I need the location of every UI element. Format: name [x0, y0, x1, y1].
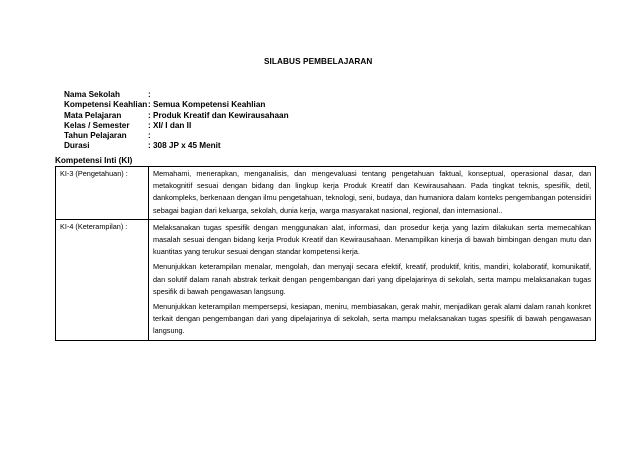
meta-value: : — [148, 131, 151, 141]
meta-row-competency — [64, 100, 289, 110]
ki4-label: KI-4 (Keterampilan) : — [56, 219, 149, 340]
meta-value: : XI/ I dan II — [148, 120, 192, 130]
meta-value: : Produk Kreatif dan Kewirausahaan — [148, 110, 289, 120]
meta-value: : — [148, 90, 151, 99]
meta-label: Kompetensi Keahlian — [64, 100, 148, 110]
ki-heading: Kompetensi Inti (KI) — [55, 156, 133, 165]
meta-row-subject — [64, 111, 289, 121]
document-title-text: SILABUS PEMBELAJARAN — [264, 57, 373, 66]
ki4-paragraph: Melaksanakan tugas spesifik dengan menggunakan alat, informasi, dan prosedur kerja yang lazim dilakukan serta memecahkan masalah sesuai dengan bidang kerja Produk Kreatif dan Kewirausahaan. Menampilkan kinerja di bawah bimbingan dengan mutu dan kuantitas yang terukur sesuai dengan standar kompetensi kerja. — [153, 222, 591, 257]
table-row — [56, 167, 596, 220]
meta-label: Tahun Pelajaran — [64, 131, 127, 141]
meta-label: Nama Sekolah — [64, 90, 120, 99]
ki4-paragraph: Menunjukkan keterampilan menalar, mengolah, dan menyaji secara efektif, kreatif, produktif, kritis, mandiri, kolaboratif, komunikatif, dan solutif dalam ranah abstrak terkait dengan pengembangan dari yang dipelajarinya di sekolah, serta mampu melaksanakan tugas spesifik di bawah pengawasan langsung. — [153, 262, 591, 296]
meta-label: Mata Pelajaran — [64, 110, 122, 120]
ki3-content — [149, 167, 596, 220]
ki4-content — [149, 219, 596, 340]
ki3-label: KI-3 (Pengetahuan) : — [56, 167, 149, 220]
meta-row-school — [64, 90, 289, 100]
ki4-paragraph: Menunjukkan keterampilan mempersepsi, kesiapan, meniru, membiasakan, gerak mahir, menjadikan gerak alami dalam ranah konkret terkait dengan pengembangan dari yang dipelajarinya di sekolah, serta mampu melaksanakan tugas spesifik di bawah pengawasan langsung. — [153, 302, 591, 336]
syllabus-meta — [64, 90, 289, 152]
meta-row-class-semester — [64, 121, 289, 131]
meta-value: : Semua Kompetensi Keahlian — [148, 100, 266, 110]
meta-value: : 308 JP x 45 Menit — [148, 141, 221, 151]
ki3-paragraph: Memahami, menerapkan, menganalisis, dan mengevaluasi tentang pengetahuan faktual, konseptual, operasional dasar, dan metakognitif sesuai dengan bidang dan lingkup kerja Produk Kreatif dan Kewirausahaan. Pada tingkat teknis, spesifik, detil, dankompleks, berkenaan dengan ilmu pengetahuan, teknologi, seni, budaya, dan humaniora dalam konteks pengembangan potensidiri sebagai bagian dari keluarga, sekolah, dunia kerja, warga masyarakat nasional, regional, dan internasional.. — [153, 169, 591, 215]
meta-row-academic-year — [64, 131, 289, 141]
ki-table — [55, 166, 596, 341]
meta-label: Durasi — [64, 141, 90, 151]
meta-label: Kelas / Semester — [64, 120, 130, 130]
meta-row-duration — [64, 141, 289, 151]
table-row — [56, 219, 596, 340]
